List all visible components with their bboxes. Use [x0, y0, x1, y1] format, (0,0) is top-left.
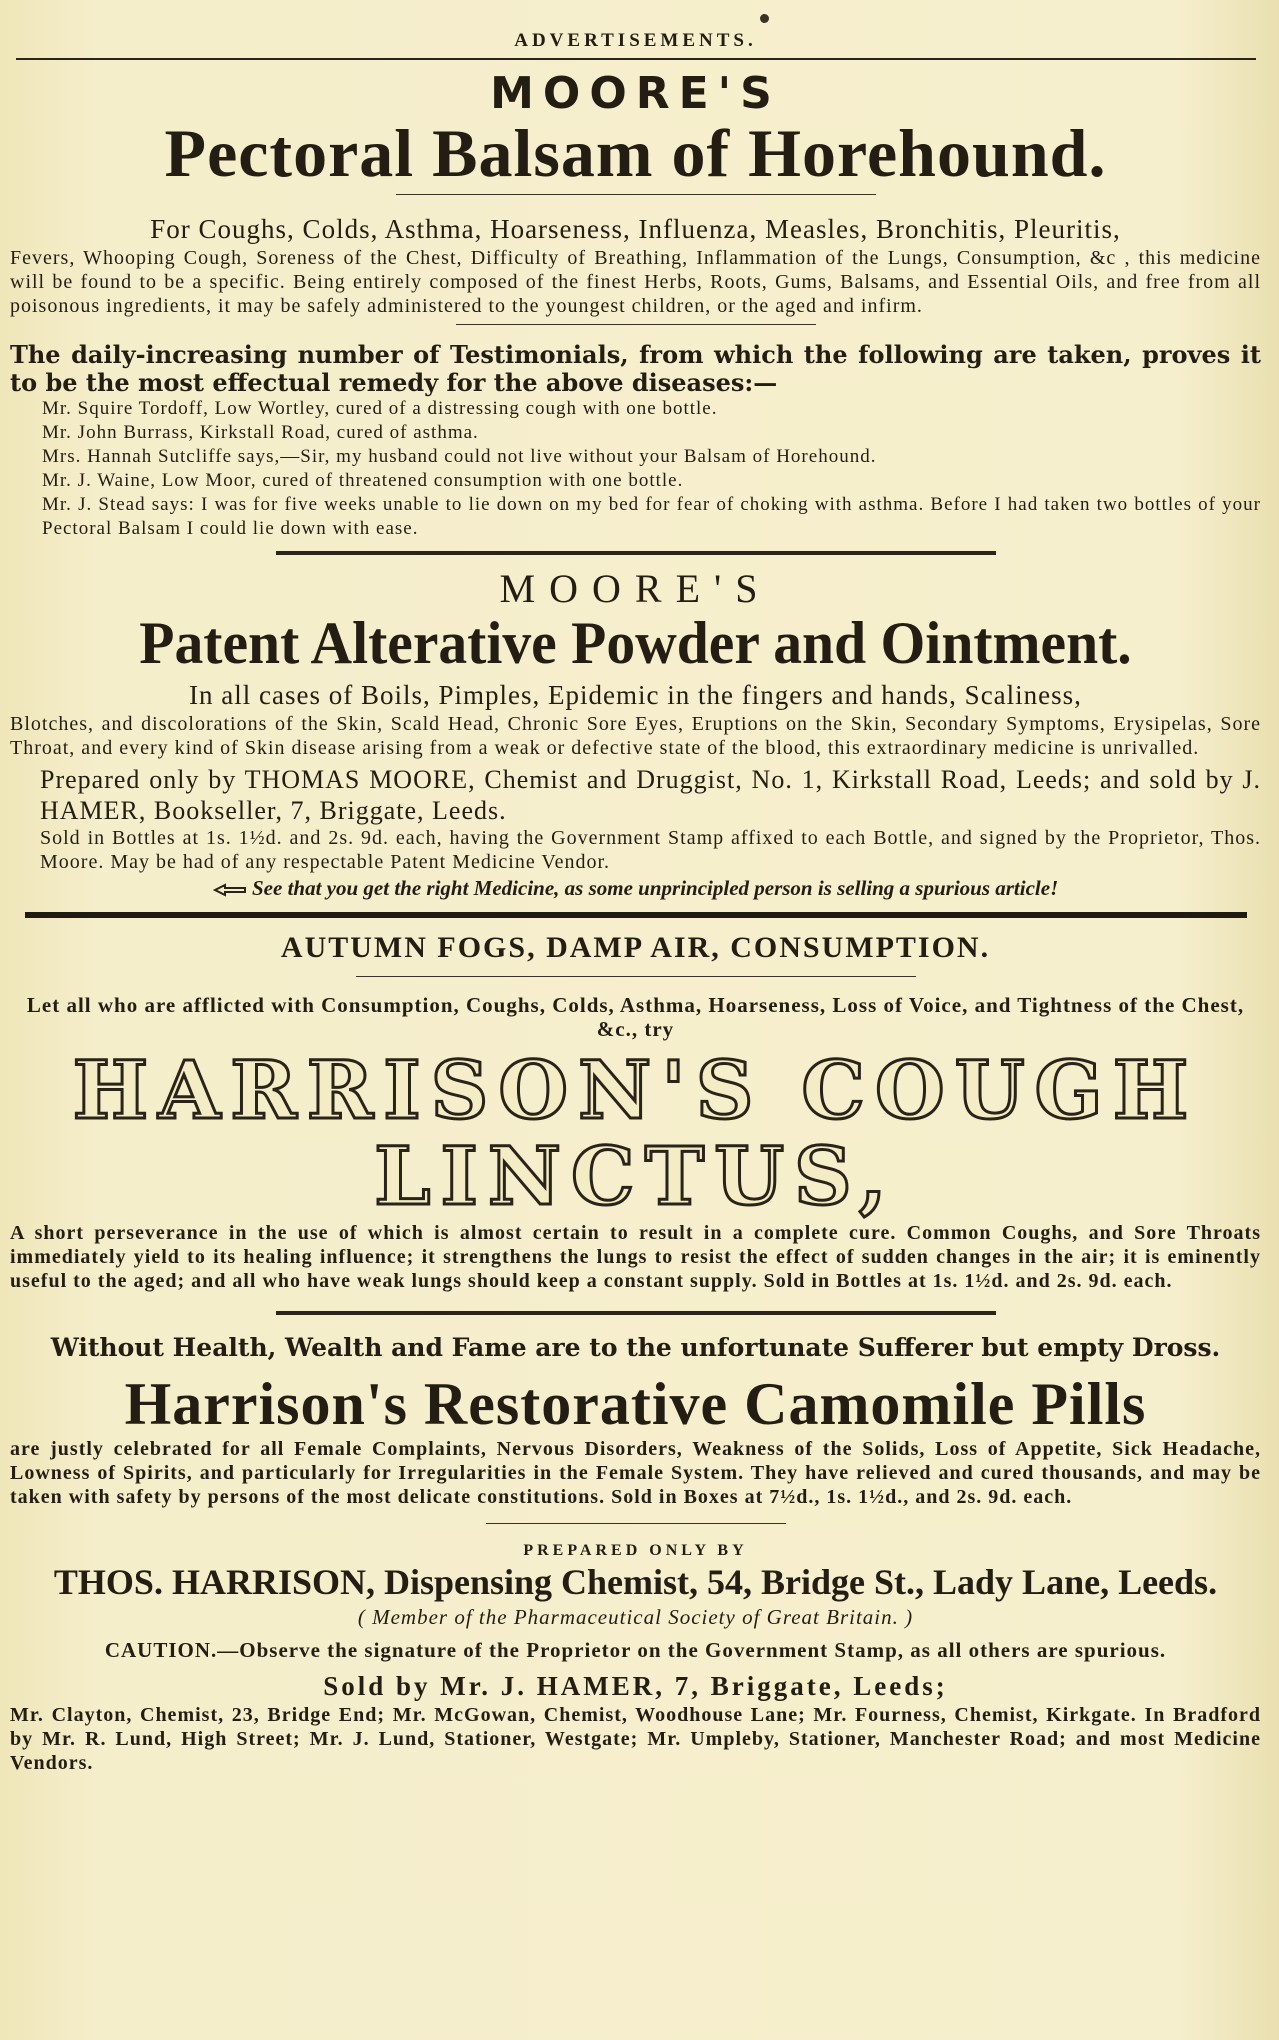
ad3-heading-rule: [356, 976, 916, 977]
ad2-title: Patent Alterative Powder and Ointment.: [139, 610, 1132, 676]
page-header: ADVERTISEMENTS.: [514, 30, 757, 51]
ad2-caution-line: [10, 874, 1261, 902]
proprietor-name: THOS. HARRISON, Dispensing Chemist, 54, Bridge St., Lady Lane, Leeds.: [53, 1562, 1218, 1602]
ad3-heading: AUTUMN FOGS, DAMP AIR, CONSUMPTION.: [280, 931, 991, 964]
proprietor-footer: [10, 1542, 1261, 1775]
ad-cough-linctus: [10, 930, 1261, 1293]
membership-note: ( Member of the Pharmaceutical Society of Great Britain. ): [357, 1605, 914, 1629]
ad1-lead: For Coughs, Colds, Asthma, Hoarseness, Influenza, Measles, Bronchitis, Pleuritis,: [150, 214, 1121, 244]
ad4-body: are justly celebrated for all Female Complaints, Nervous Disorders, Weakness of the Solids, Loss of Appetite, Sick Headache, Lowness of Spirits, and particularly for Irregularities in the Female System. They have relieved and cured thousands, and may be taken with safety by persons of the most delicate constitutions. Sold in Boxes at 7½d., 1s. 1½d., and 2s. 9d. each.: [10, 1438, 1261, 1508]
ad-camomile-pills: [10, 1333, 1261, 1509]
testimonial-item: Mr. Squire Tordoff, Low Wortley, cured of a distressing cough with one bottle.: [42, 398, 718, 419]
ad2-body: Blotches, and discolorations of the Skin, Scald Head, Chronic Sore Eyes, Eruptions on the Skin, Secondary Symptoms, Erysipelas, Sore Throat, and every kind of Skin disease arising from a weak or defective state of the blood, this extraordinary medicine is unrivalled.: [10, 713, 1261, 759]
ad3-title: HARRISON'S COUGH LINCTUS,: [72, 1043, 1199, 1223]
ad1-testimonial-intro: The daily-increasing number of Testimonials, from which the following are taken, proves it to be the most effectual remedy for the above diseases:—: [10, 340, 1261, 397]
divider: [276, 1311, 996, 1315]
ad3-intro: Let all who are afflicted with Consumption, Coughs, Colds, Asthma, Hoarseness, Loss of Voice, and Tightness of the Chest, &c., try: [26, 993, 1245, 1041]
header-rule: [16, 58, 1256, 60]
pointing-hand-icon: [213, 881, 247, 899]
footer-caution: CAUTION.—Observe the signature of the Proprietor on the Government Stamp, as all others are spurious.: [104, 1638, 1167, 1662]
ad3-body: A short perseverance in the use of which is almost certain to result in a complete cure. Common Coughs, and Sore Throats immediately yield to its healing influence; it strengthens the lungs to resist the effect of sudden changes in the air; it is eminently useful to the aged; and all who have weak lungs should keep a constant supply. Sold in Bottles at 1s. 1½d. and 2s. 9d. each.: [10, 1222, 1261, 1292]
ad1-brand: MOORE'S: [490, 68, 781, 119]
ad2-caution-text: See that you get the right Medicine, as some unprincipled person is selling a spurious article!: [252, 876, 1059, 900]
ad-pectoral-balsam: [10, 70, 1261, 541]
testimonial-item: Mr. J. Waine, Low Moor, cured of threatened consumption with one bottle.: [42, 470, 684, 491]
ad2-prepared: Prepared only by THOMAS MOORE, Chemist and Druggist, No. 1, Kirkstall Road, Leeds; and sold by J. HAMER, Bookseller, 7, Briggate, Leeds.: [40, 765, 1261, 825]
ad1-body: Fevers, Whooping Cough, Soreness of the Chest, Difficulty of Breathing, Inflammation of the Lungs, Consumption, &c , this medicine will be found to be a specific. Being entirely composed of the finest Herbs, Roots, Gums, Balsams, and Essential Oils, and free from all poisonous ingredients, it may be safely administered to the youngest children, or the aged and infirm.: [10, 247, 1261, 317]
testimonial-item: Mrs. Hannah Sutcliffe says,—Sir, my husband could not live without your Balsam of Horehound.: [42, 446, 877, 467]
ad1-body-rule: [456, 324, 816, 325]
testimonial-item-last: Mr. J. Stead says: I was for five weeks unable to lie down on my bed for fear of choking with asthma. Before I had taken two bottles of your Pectoral Balsam I could lie down with ease.: [42, 494, 1261, 539]
agents-list: Mr. Clayton, Chemist, 23, Bridge End; Mr. McGowan, Chemist, Woodhouse Lane; Mr. Fourness, Chemist, Kirkgate. In Bradford by Mr. R. Lund, High Street; Mr. J. Lund, Stationer, Westgate; Mr. Umpleby, Stationer, Manchester Road; and most Medicine Vendors.: [10, 1704, 1261, 1774]
prepared-label: PREPARED ONLY BY: [523, 1542, 748, 1559]
ad1-title: Pectoral Balsam of Horehound.: [164, 115, 1107, 191]
ad1-title-rule: [396, 194, 876, 195]
ad2-lead: In all cases of Boils, Pimples, Epidemic in the fingers and hands, Scaliness,: [189, 680, 1082, 710]
ad4-title: Harrison's Restorative Camomile Pills: [124, 1371, 1147, 1437]
ink-dot: [760, 14, 769, 23]
ad2-sold: Sold in Bottles at 1s. 1½d. and 2s. 9d. each, having the Government Stamp affixed to each Bottle, and signed by the Proprietor, Thos. Moore. May be had of any respectable Patent Medicine Vendor.: [40, 827, 1261, 873]
ad2-brand: MOORE'S: [499, 566, 772, 611]
ad-alterative-powder: [10, 567, 1261, 902]
thick-divider: [25, 912, 1247, 918]
sold-by: Sold by Mr. J. HAMER, 7, Briggate, Leeds;: [323, 1671, 948, 1701]
ad4-heading: Without Health, Wealth and Fame are to the unfortunate Sufferer but empty Dross.: [50, 1333, 1221, 1362]
divider: [276, 551, 996, 555]
footer-rule: [486, 1523, 786, 1524]
testimonial-item: Mr. John Burrass, Kirkstall Road, cured of asthma.: [42, 422, 479, 443]
